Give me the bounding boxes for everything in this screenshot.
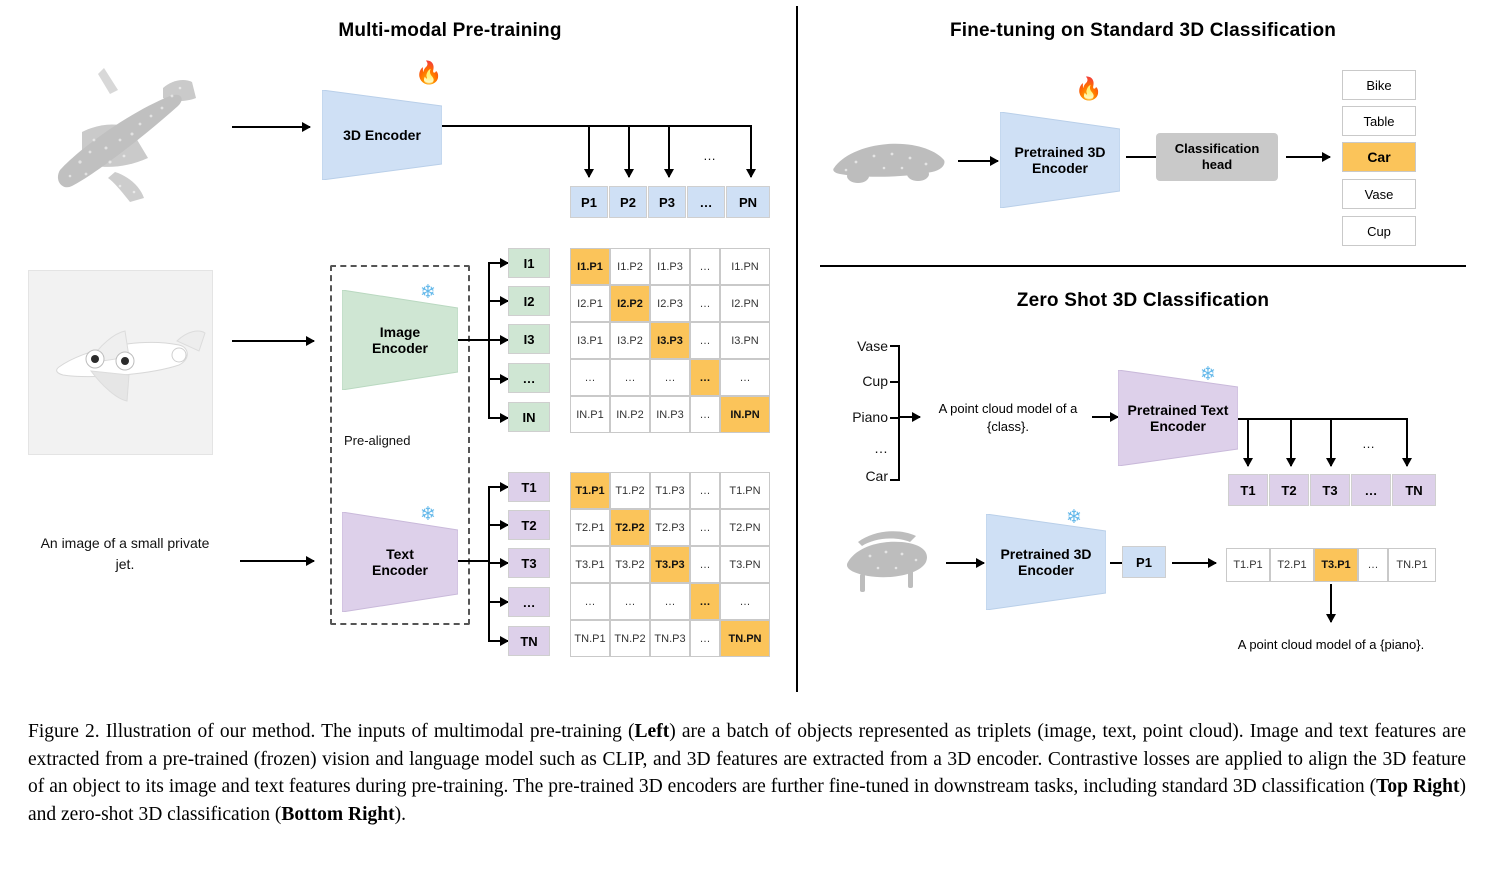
text-matrix-cell-r3-c3: T3.P3 xyxy=(650,546,690,583)
line-text-encoder-out xyxy=(458,560,488,562)
line-text-encoder-zs-out xyxy=(1238,418,1406,420)
top-right-panel-title: Fine-tuning on Standard 3D Classification xyxy=(949,20,1337,41)
arrow-zs-tn xyxy=(1406,418,1408,466)
class-bracket-cup xyxy=(890,381,900,383)
zeroshot-class-vase: Vase xyxy=(857,338,888,354)
arrow-zs-t3 xyxy=(1330,418,1332,466)
token-t-ellipsis: … xyxy=(508,587,550,617)
image-matrix-cell-r2-c5: I2.PN xyxy=(720,285,770,322)
text-matrix-cell-r1-c1: T1.P1 xyxy=(570,472,610,509)
arrow-t-ellipsis xyxy=(488,601,508,603)
arrow-in xyxy=(488,417,508,419)
text-matrix-cell-r1-c5: T1.PN xyxy=(720,472,770,509)
caption-part-1: Figure 2. Illustration of our method. The inputs of multimodal pre-training ( xyxy=(28,721,635,742)
encoder-text xyxy=(342,512,458,612)
zeroshot-result: A point cloud model of a {piano}. xyxy=(1237,637,1425,652)
token-tn: TN xyxy=(508,626,550,656)
image-input-thumbnail xyxy=(28,270,213,455)
zeroshot-class-ellipsis: … xyxy=(874,440,888,456)
panel-divider-vertical xyxy=(796,6,798,692)
image-matrix-cell-r5-c5: IN.PN xyxy=(720,396,770,433)
text-matrix-cell-r1-c3: T1.P3 xyxy=(650,472,690,509)
arrow-pn xyxy=(750,125,752,177)
image-similarity-matrix xyxy=(570,248,770,432)
zs-token-p1: P1 xyxy=(1122,546,1166,578)
image-matrix-cell-r5-c4: … xyxy=(690,396,720,433)
arrow-t3 xyxy=(488,562,508,564)
image-matrix-cell-r5-c2: IN.P2 xyxy=(610,396,650,433)
point-cloud-piano xyxy=(830,518,940,598)
text-matrix-cell-r4-c4: … xyxy=(690,583,720,620)
image-matrix-cell-r4-c3: … xyxy=(650,359,690,396)
image-matrix-cell-r4-c5: … xyxy=(720,359,770,396)
text-matrix-cell-r2-c2: T2.P2 xyxy=(610,509,650,546)
arrow-i-ellipsis xyxy=(488,378,508,380)
arrow-i2 xyxy=(488,300,508,302)
pre-aligned-label: Pre-aligned xyxy=(344,433,411,448)
arrow-text-to-encoder xyxy=(240,560,314,562)
arrow-p1-to-scores xyxy=(1172,562,1216,564)
image-matrix-cell-r2-c1: I2.P1 xyxy=(570,285,610,322)
text-matrix-cell-r4-c1: … xyxy=(570,583,610,620)
zeroshot-class-car: Car xyxy=(865,468,888,484)
encoder-pretrained-text xyxy=(1118,370,1238,466)
token-p2: P2 xyxy=(609,186,647,218)
zeroshot-class-cup: Cup xyxy=(862,373,888,389)
text-matrix-cell-r2-c3: T2.P3 xyxy=(650,509,690,546)
zs-token-tn: TN xyxy=(1392,474,1436,506)
image-matrix-cell-r3-c5: I3.PN xyxy=(720,322,770,359)
text-similarity-matrix xyxy=(570,472,770,656)
class-item-car: Car xyxy=(1342,142,1416,172)
caption-part-3: ) and zero-shot 3D classification ( xyxy=(28,776,1466,826)
flame-icon: 🔥 xyxy=(415,60,443,85)
arrow-t2 xyxy=(488,524,508,526)
image-matrix-cell-r5-c3: IN.P3 xyxy=(650,396,690,433)
classification-head-label: Classification head xyxy=(1174,141,1260,172)
zeroshot-class-piano: Piano xyxy=(852,409,888,425)
class-item-table: Table xyxy=(1342,106,1416,136)
text-matrix-cell-r2-c1: T2.P1 xyxy=(570,509,610,546)
text-matrix-cell-r3-c4: … xyxy=(690,546,720,583)
image-matrix-cell-r2-c3: I2.P3 xyxy=(650,285,690,322)
image-matrix-cell-r4-c2: … xyxy=(610,359,650,396)
zs-token-ellipsis: … xyxy=(1351,474,1391,506)
point-cloud-airplane xyxy=(20,52,220,217)
image-matrix-cell-r1-c4: … xyxy=(690,248,720,285)
arrow-i3 xyxy=(488,339,508,341)
zeroshot-score-cell-1: T1.P1 xyxy=(1226,548,1270,582)
zeroshot-score-cell-2: T2.P1 xyxy=(1270,548,1314,582)
point-cloud-car xyxy=(826,132,950,190)
line-3d-encoder-out xyxy=(442,125,750,127)
arrow-p1 xyxy=(588,125,590,177)
zeroshot-score-cell-4: … xyxy=(1358,548,1388,582)
text-matrix-cell-r5-c3: TN.P3 xyxy=(650,620,690,657)
text-matrix-cell-r4-c3: … xyxy=(650,583,690,620)
text-matrix-cell-r5-c1: TN.P1 xyxy=(570,620,610,657)
image-matrix-cell-r4-c1: … xyxy=(570,359,610,396)
snowflake-icon-image-encoder: ❄ xyxy=(420,282,436,303)
snowflake-icon-text-encoder-zs: ❄ xyxy=(1200,364,1216,385)
prompt-template: A point cloud model of a {class}. xyxy=(938,401,1078,434)
token-i3: I3 xyxy=(508,324,550,354)
image-matrix-cell-r3-c1: I3.P1 xyxy=(570,322,610,359)
token-i2: I2 xyxy=(508,286,550,316)
encoder-image-label: Image Encoder xyxy=(371,323,428,356)
panel-divider-horizontal xyxy=(820,265,1466,267)
encoder-image xyxy=(342,290,458,390)
encoder-pretrained-3d-finetune xyxy=(1000,112,1120,208)
image-matrix-cell-r2-c2: I2.P2 xyxy=(610,285,650,322)
arrow-zs-t1 xyxy=(1247,418,1249,466)
caption-bold-bottomright: Bottom Right xyxy=(281,804,395,826)
text-matrix-cell-r1-c4: … xyxy=(690,472,720,509)
class-bracket-vase xyxy=(890,345,900,347)
zeroshot-score-cell-5: TN.P1 xyxy=(1388,548,1436,582)
figure-caption xyxy=(28,718,1466,829)
class-bracket-car xyxy=(890,479,900,481)
arrow-piano-to-encoder xyxy=(946,562,984,564)
caption-bold-left: Left xyxy=(634,721,670,742)
token-t2: T2 xyxy=(508,510,550,540)
class-item-vase: Vase xyxy=(1342,179,1416,209)
image-matrix-cell-r2-c4: … xyxy=(690,285,720,322)
token-p3: P3 xyxy=(648,186,686,218)
encoder-text-label: Text Encoder xyxy=(371,545,428,578)
snowflake-icon-3d-encoder-zs: ❄ xyxy=(1066,507,1082,528)
arrow-p2 xyxy=(628,125,630,177)
image-matrix-cell-r1-c1: I1.P1 xyxy=(570,248,610,285)
text-matrix-cell-r2-c5: T2.PN xyxy=(720,509,770,546)
class-item-bike: Bike xyxy=(1342,70,1416,100)
caption-part-2: ) are a batch of objects represented as triplets (image, text, point cloud). Image and text features are extracted from a pre-trained (frozen) vision and language model such as CLIP, and 3D features are extracted from a 3D encoder. Contrastive losses are applied to align the 3D feature of an object to its image and text features during pre-training. The pre-trained 3D encoders are further fine-tuned in downstream tasks, including standard 3D classification ( xyxy=(28,721,1466,798)
text-matrix-cell-r3-c2: T3.P2 xyxy=(610,546,650,583)
encoder-3d xyxy=(322,90,442,180)
zs-token-t2: T2 xyxy=(1269,474,1309,506)
arrow-tn xyxy=(488,640,508,642)
left-panel-title: Multi-modal Pre-training xyxy=(338,20,562,41)
image-matrix-cell-r3-c2: I3.P2 xyxy=(610,322,650,359)
image-matrix-cell-r1-c2: I1.P2 xyxy=(610,248,650,285)
arrow-classes-to-prompt xyxy=(898,416,920,418)
image-matrix-cell-r1-c5: I1.PN xyxy=(720,248,770,285)
arrow-scores-to-result xyxy=(1330,584,1332,622)
arrow-i1 xyxy=(488,262,508,264)
classification-head xyxy=(1156,133,1278,181)
class-item-cup: Cup xyxy=(1342,216,1416,246)
image-matrix-cell-r3-c4: … xyxy=(690,322,720,359)
arrow-prompt-to-text-encoder xyxy=(1092,416,1118,418)
text-matrix-cell-r1-c2: T1.P2 xyxy=(610,472,650,509)
image-matrix-cell-r4-c4: … xyxy=(690,359,720,396)
arrow-cloud-to-3d-encoder xyxy=(232,126,310,128)
zs-token-t1: T1 xyxy=(1228,474,1268,506)
flame-icon-finetune: 🔥 xyxy=(1075,76,1103,101)
token-in: IN xyxy=(508,402,550,432)
encoder-pretrained-3d-zeroshot-label: Pretrained 3D Encoder xyxy=(1000,545,1092,578)
text-matrix-cell-r5-c4: … xyxy=(690,620,720,657)
arrow-car-to-encoder xyxy=(958,160,998,162)
token-i1: I1 xyxy=(508,248,550,278)
text-matrix-cell-r4-c2: … xyxy=(610,583,650,620)
text-matrix-cell-r2-c4: … xyxy=(690,509,720,546)
arrow-p3 xyxy=(668,125,670,177)
token-p1: P1 xyxy=(570,186,608,218)
p-tokens-ellipsis: … xyxy=(703,148,716,163)
text-matrix-cell-r3-c1: T3.P1 xyxy=(570,546,610,583)
caption-part-4: ). xyxy=(394,804,406,826)
zeroshot-score-cell-3: T3.P1 xyxy=(1314,548,1358,582)
token-pn: PN xyxy=(726,186,770,218)
text-matrix-cell-r3-c5: T3.PN xyxy=(720,546,770,583)
text-matrix-cell-r5-c5: TN.PN xyxy=(720,620,770,657)
encoder-pretrained-3d-finetune-label: Pretrained 3D Encoder xyxy=(1014,143,1106,176)
encoder-pretrained-3d-zeroshot xyxy=(986,514,1106,610)
token-t1: T1 xyxy=(508,472,550,502)
zs-token-ellipsis-top: … xyxy=(1362,436,1375,451)
token-t3: T3 xyxy=(508,548,550,578)
image-matrix-cell-r5-c1: IN.P1 xyxy=(570,396,610,433)
arrow-image-to-encoder xyxy=(232,340,314,342)
text-matrix-cell-r5-c2: TN.P2 xyxy=(610,620,650,657)
caption-bold-topright: Top Right xyxy=(1376,776,1460,798)
token-p-ellipsis: … xyxy=(687,186,725,218)
text-input-label: An image of a small private jet. xyxy=(40,535,210,572)
arrow-head-to-classes xyxy=(1286,156,1330,158)
encoder-pretrained-text-label: Pretrained Text Encoder xyxy=(1127,401,1229,434)
text-matrix-cell-r4-c5: … xyxy=(720,583,770,620)
class-list-bracket xyxy=(898,345,900,480)
arrow-zs-t2 xyxy=(1290,418,1292,466)
arrow-t1 xyxy=(488,486,508,488)
line-image-encoder-out xyxy=(458,339,488,341)
token-i-ellipsis: … xyxy=(508,363,550,393)
image-matrix-cell-r3-c3: I3.P3 xyxy=(650,322,690,359)
image-matrix-cell-r1-c3: I1.P3 xyxy=(650,248,690,285)
encoder-3d-label: 3D Encoder xyxy=(343,126,421,143)
bottom-right-panel-title: Zero Shot 3D Classification xyxy=(1016,290,1270,311)
zs-token-t3: T3 xyxy=(1310,474,1350,506)
snowflake-icon-text-encoder: ❄ xyxy=(420,504,436,525)
